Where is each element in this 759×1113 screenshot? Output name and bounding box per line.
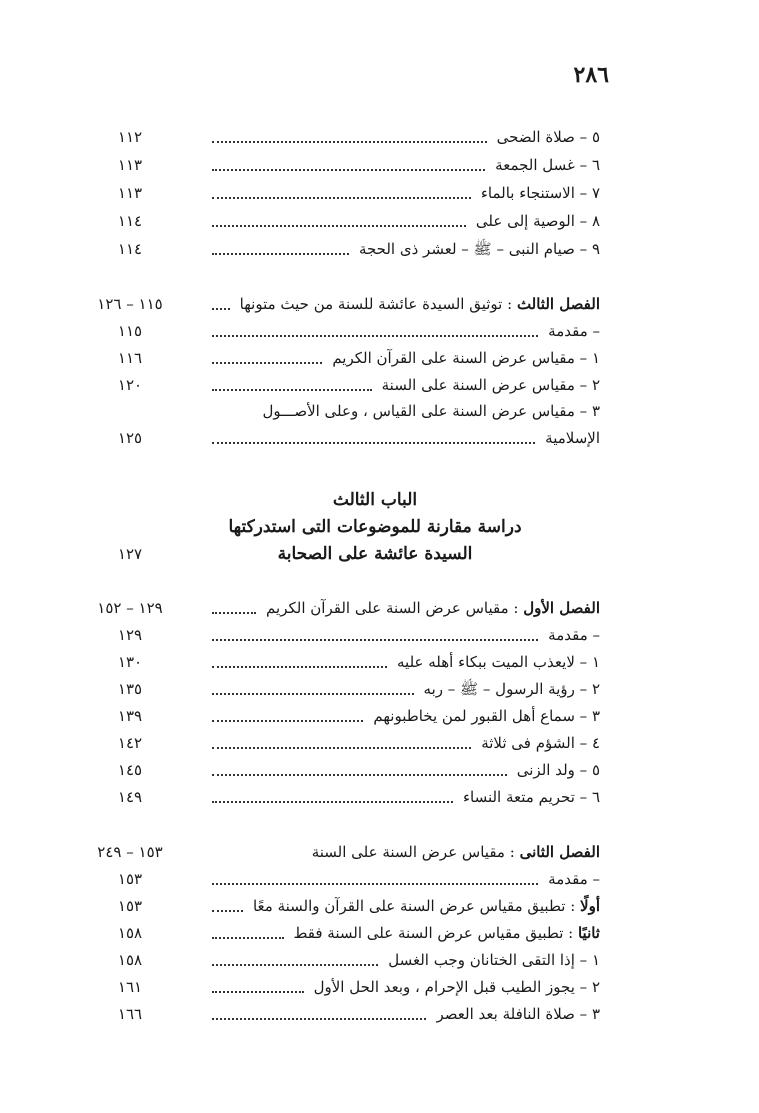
toc-entry: ٩ – صيام النبى – ﷺ – لعشر ذى الحجة ١١٤ [117, 240, 600, 258]
dot-leader [212, 335, 538, 337]
chapter-entry: الفصل الثانى : مقياس عرض السنة على السنة ١٥٣ – ٢٤٩ [97, 843, 600, 861]
dot-leader [212, 774, 507, 776]
dot-leader [212, 1018, 426, 1020]
part-heading: الباب الثالث [332, 490, 418, 510]
dot-leader [212, 225, 466, 227]
part-subtitle-row: السيدة عائشة على الصحابة ١٢٧ [117, 544, 473, 564]
dot-leader [212, 801, 453, 803]
chapter-entry: الفصل الثالث : توثيق السيدة عائشة للسنة من حيث متونها ١١٥ – ١٢٦ [97, 295, 600, 313]
toc-entry: ٢ – رؤية الرسول – ﷺ – ربه ١٣٥ [117, 680, 600, 698]
dot-leader [212, 197, 471, 199]
chapter-title: : مقياس عرض السنة على القرآن الكريم [266, 599, 524, 617]
toc-entry: ٥ – صلاة الضحى ١١٢ [117, 128, 600, 146]
toc-entry: ٢ – مقياس عرض السنة على السنة ١٢٠ [117, 376, 600, 394]
dot-leader [212, 964, 378, 966]
dot-leader [212, 910, 243, 912]
toc-entry: ٨ – الوصية إلى على ١١٤ [117, 212, 600, 230]
chapter-label: الفصل الثالث [516, 295, 600, 313]
dot-leader [212, 141, 487, 143]
part-subtitle: دراسة مقارنة للموضوعات التى استدركتها [228, 517, 522, 537]
page-number: ٢٨٦ [573, 62, 609, 88]
toc-entry: – مقدمة ١٢٩ [117, 626, 600, 644]
toc-entry: ١ – لايعذب الميت ببكاء أهله عليه ١٣٠ [117, 653, 600, 671]
chapter-label: الفصل الثانى [519, 843, 600, 861]
subsection-title: : تطبيق مقياس عرض السنة على السنة فقط [293, 924, 578, 942]
subsection-label: ثانيًا [577, 924, 600, 942]
dot-leader [212, 389, 372, 391]
dot-leader [212, 253, 349, 255]
subsection-title: : تطبيق مقياس عرض السنة على القرآن والسنة معًا [252, 897, 581, 915]
dot-leader [212, 937, 284, 939]
toc-entry: ٣ – مقياس عرض السنة على القياس ، وعلى الأصـــول [262, 402, 600, 420]
chapter-title: : توثيق السيدة عائشة للسنة من حيث متونها [239, 295, 517, 313]
toc-entry: ٥ – ولد الزنى ١٤٥ [117, 761, 600, 779]
dot-leader [212, 693, 414, 695]
toc-entry: ١ – مقياس عرض السنة على القرآن الكريم ١١٦ [117, 349, 600, 367]
toc-entry: ٧ – الاستنجاء بالماء ١١٣ [117, 184, 600, 202]
dot-leader [212, 666, 387, 668]
toc-entry: ٦ – غسل الجمعة ١١٣ [117, 156, 600, 174]
toc-entry-continued: الإسلامية ١٢٥ [117, 429, 600, 447]
chapter-entry: الفصل الأول : مقياس عرض السنة على القرآن الكريم ١٢٩ – ١٥٢ [97, 599, 600, 617]
toc-entry: ثانيًا : تطبيق مقياس عرض السنة على السنة فقط ١٥٨ [117, 924, 600, 942]
toc-entry: – مقدمة ١١٥ [117, 322, 600, 340]
toc-entry: ٤ – الشؤم فى ثلاثة ١٤٢ [117, 734, 600, 752]
toc-entry: – مقدمة ١٥٣ [117, 870, 600, 888]
chapter-title: : مقياس عرض السنة على السنة [311, 843, 520, 861]
dot-leader [212, 991, 304, 993]
toc-entry: ١ – إذا التقى الختانان وجب الغسل ١٥٨ [117, 951, 600, 969]
dot-leader [212, 747, 471, 749]
chapter-label: الفصل الأول [523, 599, 600, 617]
dot-leader [212, 362, 322, 364]
toc-entry: ٢ – يجوز الطيب قبل الإحرام ، وبعد الحل الأول ١٦١ [117, 978, 600, 996]
toc-entry: أولًا : تطبيق مقياس عرض السنة على القرآن والسنة معًا ١٥٣ [117, 897, 600, 915]
dot-leader [212, 169, 485, 171]
toc-entry: ٣ – صلاة النافلة بعد العصر ١٦٦ [117, 1005, 600, 1023]
dot-leader [212, 720, 363, 722]
subsection-label: أولًا [580, 897, 600, 915]
dot-leader [212, 883, 538, 885]
dot-leader [212, 612, 256, 614]
toc-entry: ٦ – تحريم متعة النساء ١٤٩ [117, 788, 600, 806]
dot-leader [212, 442, 535, 444]
toc-entry: ٣ – سماع أهل القبور لمن يخاطبونهم ١٣٩ [117, 707, 600, 725]
dot-leader [212, 639, 538, 641]
dot-leader [212, 308, 230, 310]
